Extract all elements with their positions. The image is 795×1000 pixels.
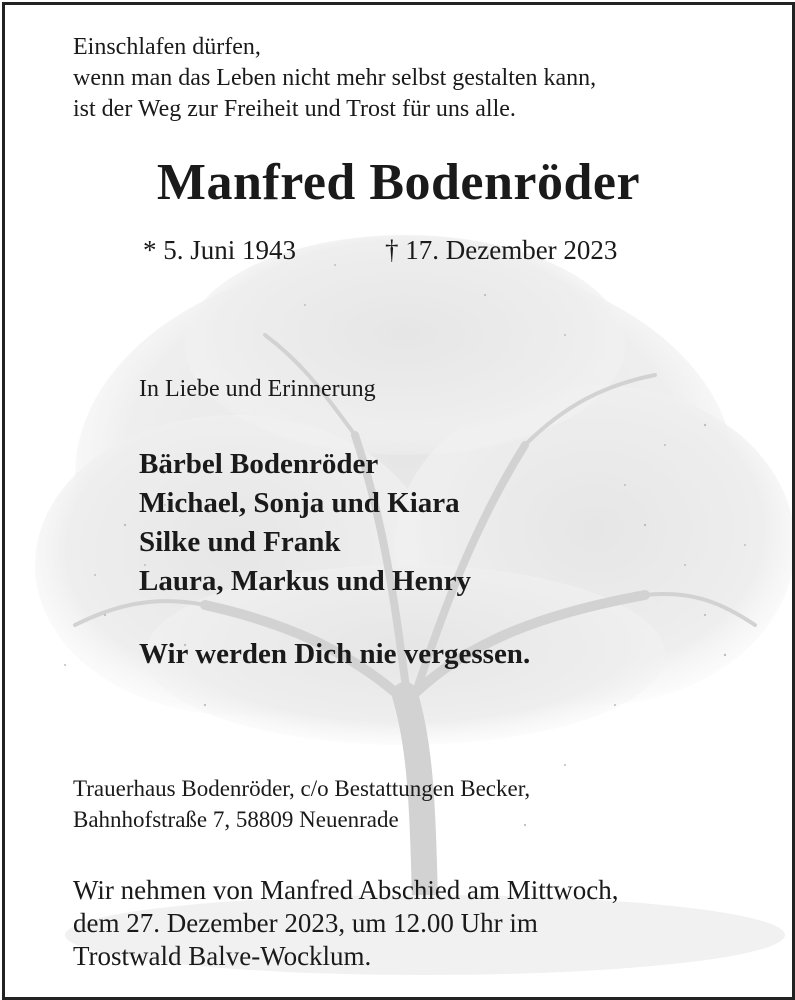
mourner-list (139, 445, 471, 601)
farewell-line: dem 27. Dezember 2023, um 12.00 Uhr im (73, 908, 538, 938)
mourner-name: Laura, Markus und Henry (139, 565, 471, 597)
address-line: Bahnhofstraße 7, 58809 Neuenrade (73, 807, 399, 832)
birth-date: * 5. Juni 1943 (143, 235, 297, 265)
farewell-notice (73, 874, 619, 973)
mourners-intro: In Liebe und Erinnerung (139, 376, 376, 402)
obituary-text (5, 5, 792, 997)
closing-line: Wir werden Dich nie vergessen. (139, 638, 531, 670)
poem-line: ist der Weg zur Freiheit und Trost für uns alle. (73, 96, 516, 122)
address-line: Trauerhaus Bodenröder, c/o Bestattungen Becker, (73, 776, 531, 801)
mourner-name: Michael, Sonja und Kiara (139, 487, 460, 519)
farewell-line: Wir nehmen von Manfred Abschied am Mittwoch, (73, 875, 619, 905)
deceased-name: Manfred Bodenröder (156, 154, 641, 211)
poem (73, 32, 596, 125)
mourning-house-address (73, 773, 530, 835)
mourner-name: Bärbel Bodenröder (139, 448, 379, 480)
mourner-name: Silke und Frank (139, 526, 341, 558)
farewell-line: Trostwald Balve-Wocklum. (73, 941, 372, 971)
poem-line: Einschlafen dürfen, (73, 34, 261, 60)
death-date: † 17. Dezember 2023 (385, 235, 618, 265)
obituary-card (2, 2, 795, 1000)
poem-line: wenn man das Leben nicht mehr selbst gestalten kann, (73, 65, 597, 91)
